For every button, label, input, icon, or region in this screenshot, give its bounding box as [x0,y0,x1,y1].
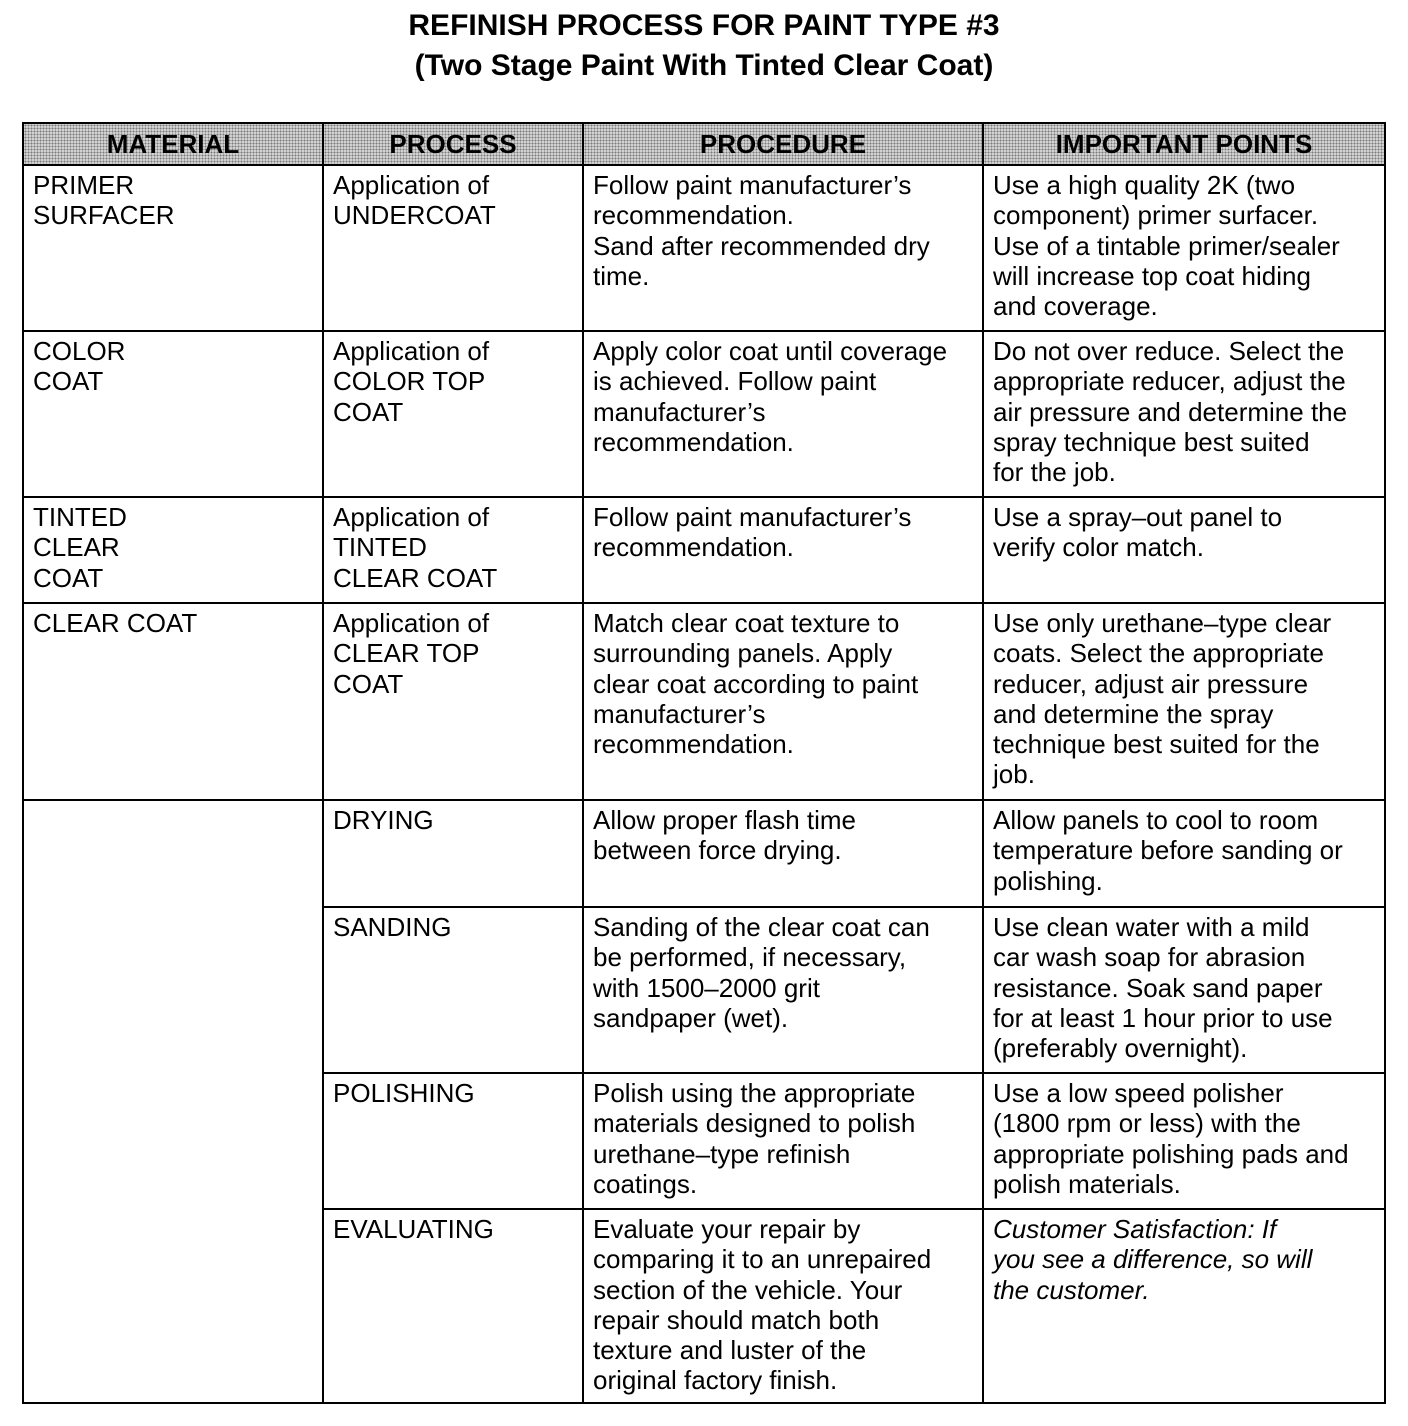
header-row [23,123,1385,165]
points-cell: Allow panels to cool to room temperature before sanding or polishing. [983,800,1385,907]
refinish-process-table [22,122,1386,1404]
procedure-cell: Allow proper flash time between force drying. [583,800,983,907]
table-row [23,603,1385,800]
procedure-cell: Follow paint manufacturer’s recommendation. Sand after recommended dry time. [583,165,983,331]
material-cell-empty [23,800,323,1403]
header-process: PROCESS [323,123,583,165]
table-row [23,331,1385,497]
process-cell: Application of COLOR TOP COAT [323,331,583,497]
process-cell: Application of CLEAR TOP COAT [323,603,583,800]
process-cell: DRYING [323,800,583,907]
material-cell: COLOR COAT [23,331,323,497]
points-cell: Do not over reduce. Select the appropriate reducer, adjust the air pressure and determine the spray technique best suited for the job. [983,331,1385,497]
header-important-points: IMPORTANT POINTS [983,123,1385,165]
procedure-cell: Sanding of the clear coat can be performed, if necessary, with 1500–2000 grit sandpaper (wet). [583,907,983,1073]
table-row [23,497,1385,603]
header-material: MATERIAL [23,123,323,165]
points-cell: Use a spray–out panel to verify color match. [983,497,1385,603]
procedure-cell: Match clear coat texture to surrounding panels. Apply clear coat according to paint manufacturer’s recommendation. [583,603,983,800]
header-procedure: PROCEDURE [583,123,983,165]
material-cell: CLEAR COAT [23,603,323,800]
points-cell: Use clean water with a mild car wash soap for abrasion resistance. Soak sand paper for at least 1 hour prior to use (preferably overnight). [983,907,1385,1073]
procedure-cell: Polish using the appropriate materials designed to polish urethane–type refinish coatings. [583,1073,983,1209]
process-cell: Application of TINTED CLEAR COAT [323,497,583,603]
procedure-cell: Evaluate your repair by comparing it to an unrepaired section of the vehicle. Your repair should match both texture and luster of the original factory finish. [583,1209,983,1403]
table-row [23,800,1385,907]
procedure-cell: Apply color coat until coverage is achieved. Follow paint manufacturer’s recommendation. [583,331,983,497]
procedure-cell: Follow paint manufacturer’s recommendation. [583,497,983,603]
process-cell: POLISHING [323,1073,583,1209]
process-cell: Application of UNDERCOAT [323,165,583,331]
table-row [23,165,1385,331]
process-cell: SANDING [323,907,583,1073]
material-cell: PRIMER SURFACER [23,165,323,331]
points-cell: Use a low speed polisher (1800 rpm or less) with the appropriate polishing pads and polish materials. [983,1073,1385,1209]
title-line-2: (Two Stage Paint With Tinted Clear Coat) [414,49,994,82]
points-cell-customer-satisfaction: Customer Satisfaction: If you see a difference, so will the customer. [983,1209,1385,1403]
process-cell: EVALUATING [323,1209,583,1403]
points-cell: Use only urethane–type clear coats. Select the appropriate reducer, adjust air pressure and determine the spray technique best suited for the job. [983,603,1385,800]
page-title [0,6,1408,86]
material-cell: TINTED CLEAR COAT [23,497,323,603]
title-line-1: REFINISH PROCESS FOR PAINT TYPE #3 [408,9,1000,42]
points-cell: Use a high quality 2K (two component) primer surfacer. Use of a tintable primer/sealer will increase top coat hiding and coverage. [983,165,1385,331]
